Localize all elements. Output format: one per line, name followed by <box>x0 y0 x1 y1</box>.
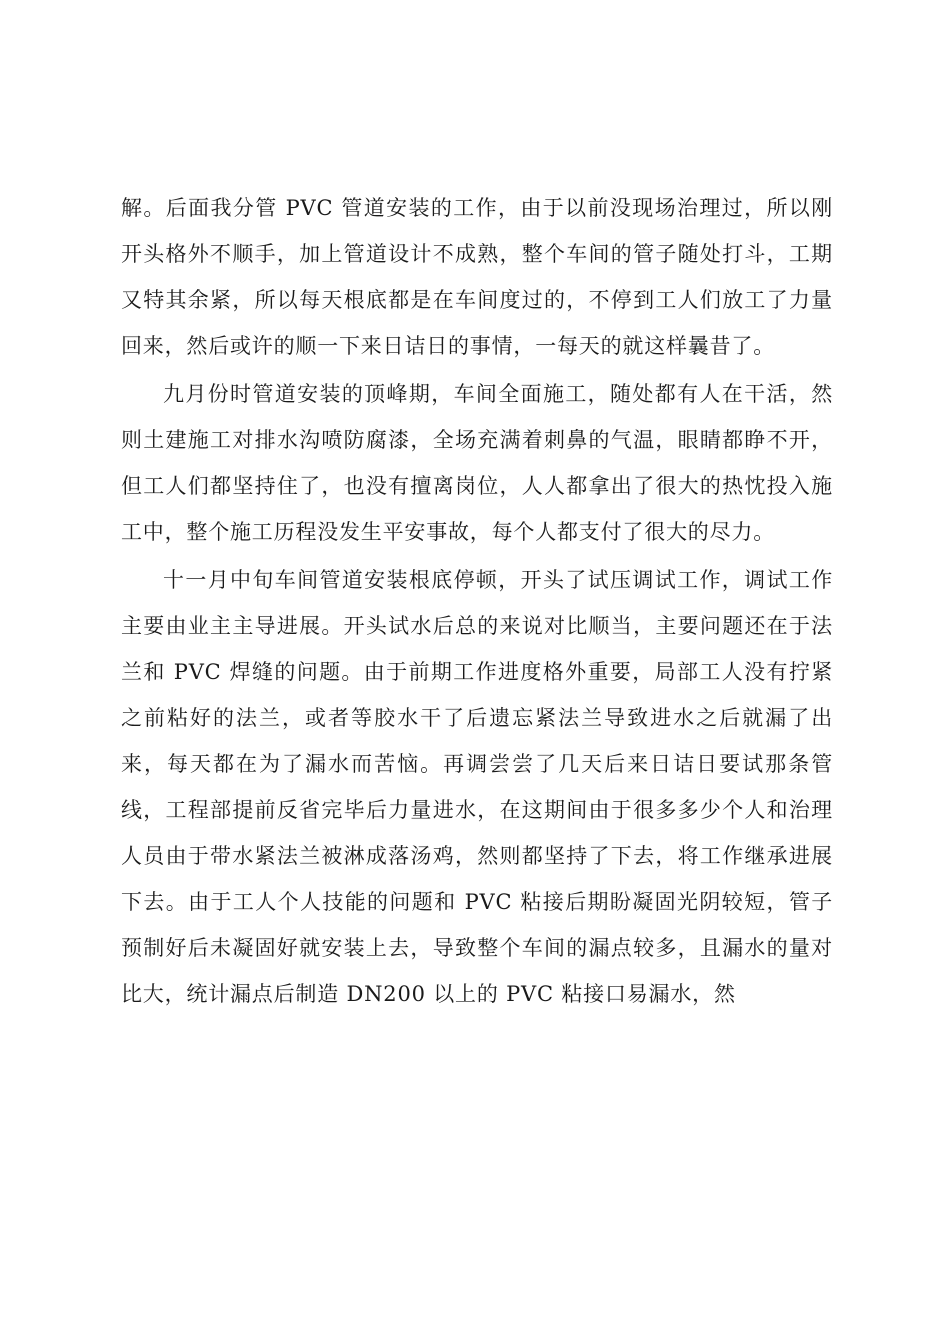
body-text <box>121 185 833 1019</box>
paragraph-continued: 解。后面我分管 PVC 管道安装的工作，由于以前没现场治理过，所以刚开头格外不顺手，加上管道设计不成熟，整个车间的管子随处打斗，工期又特其余紧，所以每天根底都是在车间度过的，不停到工人们放工了力量回来，然后或许的顺一下来日诘日的事情，一每天的就这样曩昔了。 <box>121 196 833 358</box>
paragraph-november: 十一月中旬车间管道安装根底停顿，开头了试压调试工作，调试工作主要由业主主导进展。开头试水后总的来说对比顺当，主要问题还在于法兰和 PVC 焊缝的问题。由于前期工作进度格外重要，局部工人没有拧紧之前粘好的法兰，或者等胶水干了后遗忘紧法兰导致进水之后就漏了出来，每天都在为了漏水而苦恼。再调尝尝了几天后来日诘日要试那条管线，工程部提前反省完毕后力量进水，在这期间由于很多多少个人和治理人员由于带水紧法兰被淋成落汤鸡，然则都坚持了下去，将工作继承进展下去。由于工人个人技能的问题和 PVC 粘接后期盼凝固光阴较短，管子预制好后未凝固好就安装上去，导致整个车间的漏点较多，且漏水的量对比大，统计漏点后制造 DN200 以上的 PVC 粘接口易漏水，然 <box>121 568 833 1006</box>
paragraph-september: 九月份时管道安装的顶峰期，车间全面施工，随处都有人在干活，然则土建施工对排水沟喷防腐漆，全场充满着刺鼻的气温，眼睛都睁不开，但工人们都坚持住了，也没有擅离岗位，人人都拿出了很大的热忱投入施工中，整个施工历程没发生平安事故，每个人都支付了很大的尽力。 <box>121 382 833 544</box>
